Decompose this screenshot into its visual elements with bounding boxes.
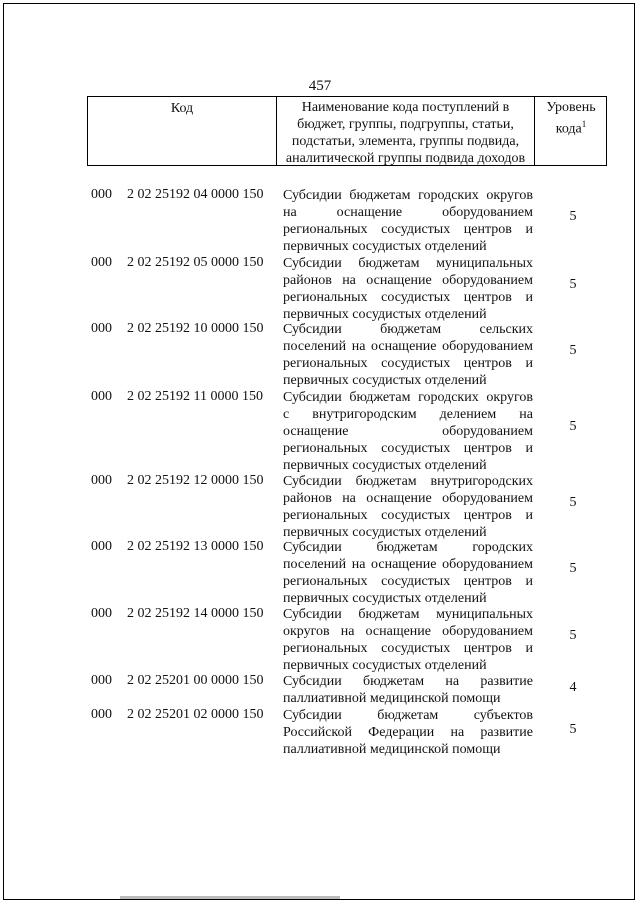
revenue-code: 2 02 25192 10 0000 150 [127,321,264,336]
description-line: округов на оснащение оборудованием [283,624,533,639]
description-line: на оснащение оборудованием [283,205,533,220]
code-level: 5 [569,628,577,643]
description-line: региональных сосудистых центров и [283,290,533,305]
header-level-word: кода [555,121,582,137]
footnote-marker: 1 [581,119,587,129]
description-line: Субсидии бюджетам субъектов [283,708,533,723]
code-level: 5 [569,419,577,434]
revenue-description [283,187,533,255]
header-name-line: аналитической группы подвида доходов [285,151,526,166]
description-line: первичных сосудистых отделений [283,658,487,673]
description-line: первичных сосудистых отделений [283,307,487,322]
code-level: 5 [569,209,577,224]
code-level: 5 [569,277,577,292]
admin-code: 000 [91,389,112,404]
table-header [87,96,607,166]
revenue-description [283,606,533,674]
description-line: с внутригородским делением на [283,407,533,422]
revenue-description [283,389,533,474]
description-line: оснащение оборудованием [283,424,533,439]
description-line: региональных сосудистых центров и [283,356,533,371]
description-line: Субсидии бюджетам сельских [283,322,533,337]
scan-artifact [120,896,340,899]
code-level: 4 [569,680,577,695]
revenue-description [283,473,533,541]
admin-code: 000 [91,187,112,202]
description-line: первичных сосудистых отделений [283,239,487,254]
code-level: 5 [569,561,577,576]
description-line: региональных сосудистых центров и [283,641,533,656]
revenue-code: 2 02 25192 14 0000 150 [127,606,264,621]
description-line: паллиативной медицинской помощи [283,742,501,757]
revenue-code: 2 02 25192 04 0000 150 [127,187,264,202]
revenue-code: 2 02 25192 12 0000 150 [127,473,264,488]
revenue-description [283,673,533,707]
admin-code: 000 [91,707,112,722]
description-line: первичных сосудистых отделений [283,525,487,540]
header-name-line: Наименование кода поступлений в [301,100,510,115]
description-line: региональных сосудистых центров и [283,441,533,456]
admin-code: 000 [91,606,112,621]
revenue-code: 2 02 25192 05 0000 150 [127,255,264,270]
description-line: поселений на оснащение оборудованием [283,339,533,354]
header-level-line2 [535,116,607,138]
description-line: первичных сосудистых отделений [283,591,487,606]
revenue-description [283,255,533,323]
revenue-description [283,321,533,389]
revenue-code: 2 02 25201 00 0000 150 [127,673,264,688]
admin-code: 000 [91,673,112,688]
header-name-line: бюджет, группы, подгруппы, статьи, [297,117,514,132]
description-line: Субсидии бюджетам городских округов [283,188,533,203]
revenue-description [283,539,533,607]
description-line: районов на оснащение оборудованием [283,273,533,288]
admin-code: 000 [91,321,112,336]
admin-code: 000 [91,255,112,270]
description-line: Российской Федерации на развитие [283,725,533,740]
description-line: Субсидии бюджетам внутригородских [283,474,533,489]
admin-code: 000 [91,539,112,554]
header-name [277,97,535,165]
description-line: паллиативной медицинской помощи [283,691,501,706]
admin-code: 000 [91,473,112,488]
revenue-code: 2 02 25192 11 0000 150 [127,389,263,404]
description-line: первичных сосудистых отделений [283,373,487,388]
header-name-line: подстатьи, элемента, группы подвида, [291,134,520,149]
header-level-line1: Уровень [546,100,596,115]
revenue-code: 2 02 25192 13 0000 150 [127,539,264,554]
code-level: 5 [569,343,577,358]
revenue-description [283,707,533,758]
code-level: 5 [569,495,577,510]
code-level: 5 [569,722,577,737]
page-number: 457 [308,78,332,94]
header-level [535,97,607,165]
revenue-code: 2 02 25201 02 0000 150 [127,707,264,722]
description-line: Субсидии бюджетам муниципальных [283,607,533,622]
description-line: региональных сосудистых центров и [283,574,533,589]
description-line: районов на оснащение оборудованием [283,491,533,506]
description-line: региональных сосудистых центров и [283,508,533,523]
header-code: Код [88,97,277,165]
description-line: Субсидии бюджетам муниципальных [283,256,533,271]
description-line: первичных сосудистых отделений [283,458,487,473]
description-line: региональных сосудистых центров и [283,222,533,237]
description-line: Субсидии бюджетам городских округов [283,390,533,405]
description-line: Субсидии бюджетам городских [283,540,533,555]
description-line: поселений на оснащение оборудованием [283,557,533,572]
description-line: Субсидии бюджетам на развитие [283,674,533,689]
